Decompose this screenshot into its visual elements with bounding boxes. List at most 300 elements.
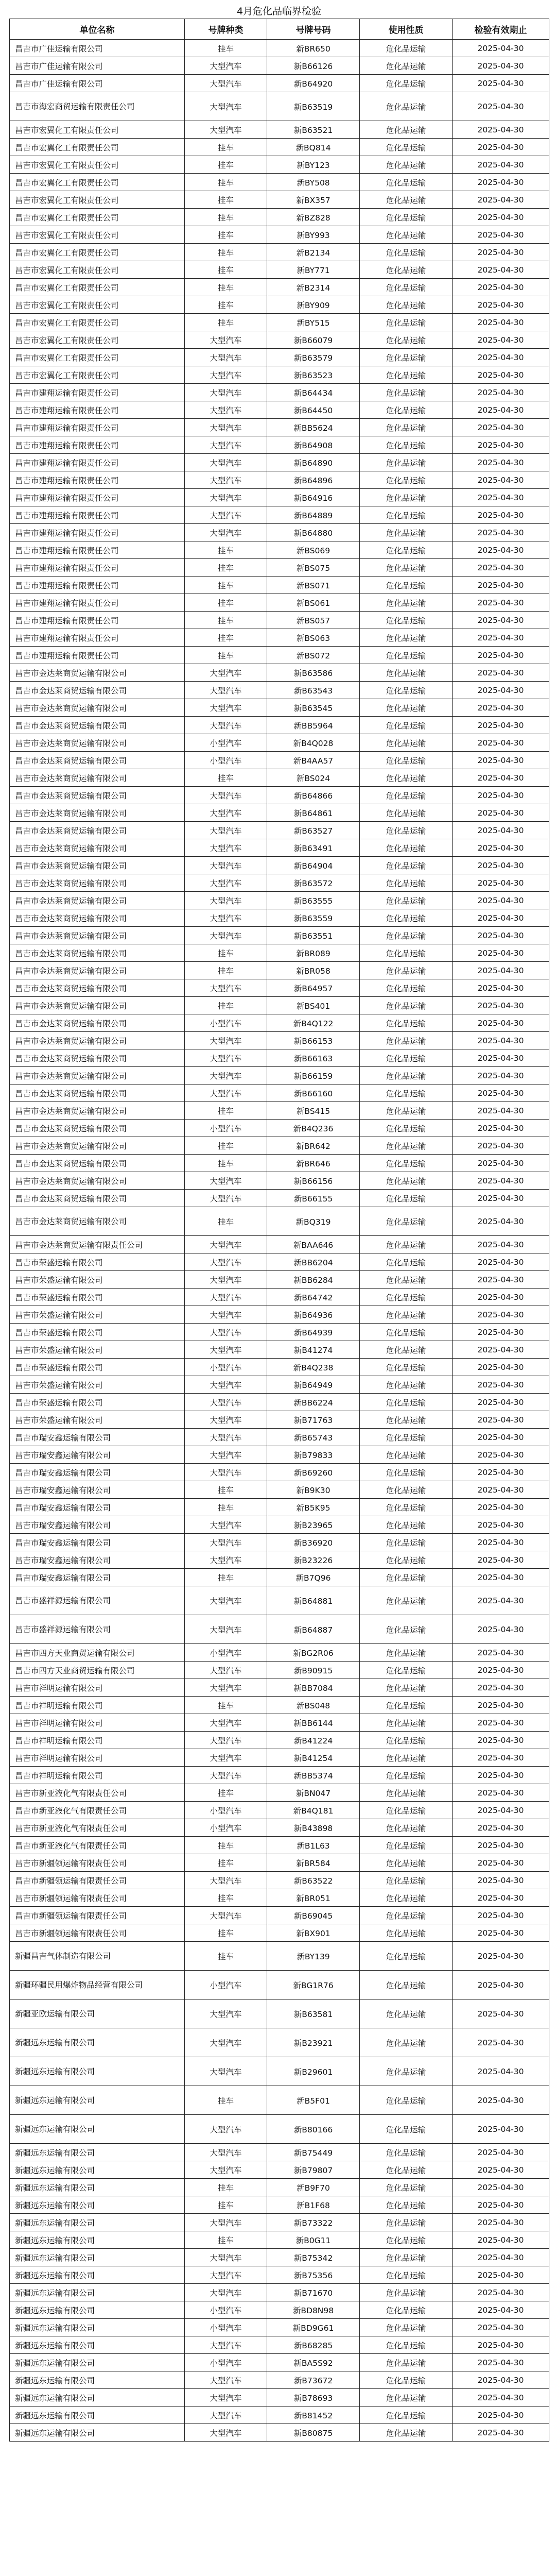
cell-plate-type: 大型汽车: [185, 1190, 267, 1207]
cell-plate-number: 新B23226: [267, 1551, 360, 1569]
cell-plate-type: 小型汽车: [185, 734, 267, 752]
cell-plate-number: 新BR089: [267, 944, 360, 962]
cell-plate-type: 小型汽车: [185, 1644, 267, 1662]
table-row: [10, 2086, 549, 2115]
cell-plate-type: 挂车: [185, 1207, 267, 1236]
cell-inspection-expiry: 2025-04-30: [453, 489, 549, 506]
cell-plate-type: 大型汽车: [185, 682, 267, 699]
table-row: [10, 2214, 549, 2231]
cell-unit-name: 昌吉市海宏商贸运输有限责任公司: [10, 92, 185, 121]
cell-inspection-expiry: 2025-04-30: [453, 647, 549, 664]
cell-usage-nature: 危化品运输: [360, 1551, 453, 1569]
cell-inspection-expiry: 2025-04-30: [453, 226, 549, 244]
cell-usage-nature: 危化品运输: [360, 1014, 453, 1032]
cell-plate-number: 新B63545: [267, 699, 360, 717]
table-row: [10, 1569, 549, 1586]
table-row: [10, 1236, 549, 1253]
cell-unit-name: 昌吉市荣盛运输有限公司: [10, 1394, 185, 1411]
cell-plate-type: 小型汽车: [185, 2319, 267, 2336]
cell-inspection-expiry: 2025-04-30: [453, 2028, 549, 2057]
cell-plate-type: 挂车: [185, 559, 267, 577]
cell-unit-name: 新疆远东运输有限公司: [10, 2319, 185, 2336]
cell-usage-nature: 危化品运输: [360, 1662, 453, 1679]
table-row: [10, 769, 549, 787]
cell-plate-number: 新BS048: [267, 1697, 360, 1714]
cell-inspection-expiry: 2025-04-30: [453, 384, 549, 401]
table-row: [10, 279, 549, 296]
cell-plate-type: 挂车: [185, 261, 267, 279]
cell-plate-number: 新B75356: [267, 2266, 360, 2284]
cell-unit-name: 新疆远东运输有限公司: [10, 2301, 185, 2319]
cell-unit-name: 昌吉市建翔运输有限责任公司: [10, 577, 185, 594]
cell-plate-number: 新BR058: [267, 962, 360, 979]
cell-plate-number: 新B63551: [267, 927, 360, 944]
cell-usage-nature: 危化品运输: [360, 594, 453, 612]
cell-plate-type: 大型汽车: [185, 1411, 267, 1429]
cell-unit-name: 昌吉市金达莱商贸运输有限公司: [10, 682, 185, 699]
cell-plate-type: 大型汽车: [185, 2371, 267, 2389]
cell-usage-nature: 危化品运输: [360, 506, 453, 524]
cell-unit-name: 昌吉市金达莱商贸运输有限公司: [10, 1172, 185, 1190]
cell-plate-number: 新BS401: [267, 997, 360, 1014]
cell-plate-type: 挂车: [185, 174, 267, 191]
cell-plate-type: 大型汽车: [185, 384, 267, 401]
cell-plate-number: 新B64889: [267, 506, 360, 524]
header-usage-nature: 使用性质: [360, 19, 453, 40]
cell-usage-nature: 危化品运输: [360, 2336, 453, 2354]
cell-usage-nature: 危化品运输: [360, 261, 453, 279]
cell-plate-type: 大型汽车: [185, 2249, 267, 2266]
cell-unit-name: 新疆远东运输有限公司: [10, 2389, 185, 2406]
cell-plate-type: 大型汽车: [185, 92, 267, 121]
cell-usage-nature: 危化品运输: [360, 1907, 453, 1924]
cell-unit-name: 昌吉市金达莱商贸运输有限公司: [10, 944, 185, 962]
table-row: [10, 1819, 549, 1837]
cell-plate-number: 新B41224: [267, 1732, 360, 1749]
cell-unit-name: 昌吉市金达莱商贸运输有限公司: [10, 699, 185, 717]
cell-plate-number: 新B63559: [267, 909, 360, 927]
cell-inspection-expiry: 2025-04-30: [453, 2196, 549, 2214]
cell-usage-nature: 危化品运输: [360, 349, 453, 366]
table-row: [10, 244, 549, 261]
cell-usage-nature: 危化品运输: [360, 2214, 453, 2231]
cell-plate-type: 大型汽车: [185, 1049, 267, 1067]
cell-plate-type: 挂车: [185, 1854, 267, 1872]
cell-unit-name: 昌吉市金达莱商贸运输有限公司: [10, 874, 185, 892]
table-row: [10, 1714, 549, 1732]
cell-inspection-expiry: 2025-04-30: [453, 874, 549, 892]
cell-inspection-expiry: 2025-04-30: [453, 2161, 549, 2179]
header-inspection-expiry: 检验有效期止: [453, 19, 549, 40]
cell-plate-number: 新B69045: [267, 1907, 360, 1924]
cell-plate-type: 大型汽车: [185, 1271, 267, 1289]
cell-unit-name: 昌吉市宏翼化工有限责任公司: [10, 121, 185, 139]
cell-inspection-expiry: 2025-04-30: [453, 436, 549, 454]
table-row: [10, 1084, 549, 1102]
cell-unit-name: 昌吉市建翔运输有限责任公司: [10, 559, 185, 577]
table-row: [10, 471, 549, 489]
cell-unit-name: 昌吉市四方天业商贸运输有限公司: [10, 1662, 185, 1679]
cell-usage-nature: 危化品运输: [360, 1429, 453, 1446]
table-row: [10, 1394, 549, 1411]
cell-plate-number: 新BX357: [267, 191, 360, 209]
cell-unit-name: 昌吉市建翔运输有限责任公司: [10, 436, 185, 454]
cell-plate-type: 挂车: [185, 156, 267, 174]
cell-inspection-expiry: 2025-04-30: [453, 1854, 549, 1872]
cell-usage-nature: 危化品运输: [360, 577, 453, 594]
cell-unit-name: 昌吉市宏翼化工有限责任公司: [10, 279, 185, 296]
cell-inspection-expiry: 2025-04-30: [453, 314, 549, 331]
cell-usage-nature: 危化品运输: [360, 2266, 453, 2284]
cell-plate-type: 大型汽车: [185, 2266, 267, 2284]
cell-usage-nature: 危化品运输: [360, 1155, 453, 1172]
cell-plate-number: 新B66156: [267, 1172, 360, 1190]
cell-unit-name: 昌吉市瑞安鑫运输有限公司: [10, 1516, 185, 1534]
cell-unit-name: 昌吉市荣盛运输有限公司: [10, 1306, 185, 1324]
cell-usage-nature: 危化品运输: [360, 1872, 453, 1889]
cell-plate-type: 大型汽车: [185, 331, 267, 349]
cell-inspection-expiry: 2025-04-30: [453, 244, 549, 261]
table-row: [10, 541, 549, 559]
table-row: [10, 1679, 549, 1697]
cell-inspection-expiry: 2025-04-30: [453, 804, 549, 822]
cell-plate-type: 挂车: [185, 1784, 267, 1802]
cell-plate-number: 新B78693: [267, 2389, 360, 2406]
cell-usage-nature: 危化品运输: [360, 139, 453, 156]
cell-inspection-expiry: 2025-04-30: [453, 454, 549, 471]
cell-usage-nature: 危化品运输: [360, 2144, 453, 2161]
cell-unit-name: 昌吉市金达莱商贸运输有限公司: [10, 857, 185, 874]
cell-plate-number: 新BQ814: [267, 139, 360, 156]
cell-inspection-expiry: 2025-04-30: [453, 717, 549, 734]
cell-inspection-expiry: 2025-04-30: [453, 1569, 549, 1586]
cell-inspection-expiry: 2025-04-30: [453, 419, 549, 436]
cell-inspection-expiry: 2025-04-30: [453, 1102, 549, 1120]
cell-usage-nature: 危化品运输: [360, 752, 453, 769]
table-row: [10, 2301, 549, 2319]
cell-plate-number: 新BB6204: [267, 1253, 360, 1271]
cell-inspection-expiry: 2025-04-30: [453, 664, 549, 682]
cell-usage-nature: 危化品运输: [360, 2057, 453, 2086]
cell-unit-name: 昌吉市金达莱商贸运输有限公司: [10, 734, 185, 752]
cell-inspection-expiry: 2025-04-30: [453, 261, 549, 279]
cell-plate-type: 小型汽车: [185, 1971, 267, 1999]
table-row: [10, 1324, 549, 1341]
cell-usage-nature: 危化品运输: [360, 541, 453, 559]
cell-plate-number: 新BG2R06: [267, 1644, 360, 1662]
cell-unit-name: 新疆远东运输有限公司: [10, 2214, 185, 2231]
table-row: [10, 2354, 549, 2371]
cell-inspection-expiry: 2025-04-30: [453, 1767, 549, 1784]
cell-inspection-expiry: 2025-04-30: [453, 1889, 549, 1907]
cell-unit-name: 新疆远东运输有限公司: [10, 2161, 185, 2179]
cell-usage-nature: 危化品运输: [360, 1586, 453, 1615]
cell-usage-nature: 危化品运输: [360, 2371, 453, 2389]
cell-unit-name: 昌吉市金达莱商贸运输有限公司: [10, 1120, 185, 1137]
cell-plate-number: 新BS024: [267, 769, 360, 787]
cell-inspection-expiry: 2025-04-30: [453, 1615, 549, 1644]
cell-inspection-expiry: 2025-04-30: [453, 1376, 549, 1394]
cell-plate-number: 新B63491: [267, 839, 360, 857]
cell-usage-nature: 危化品运输: [360, 1324, 453, 1341]
table-row: [10, 2336, 549, 2354]
cell-usage-nature: 危化品运输: [360, 664, 453, 682]
cell-plate-type: 大型汽车: [185, 1732, 267, 1749]
cell-unit-name: 昌吉市金达莱商贸运输有限公司: [10, 787, 185, 804]
cell-plate-number: 新B66153: [267, 1032, 360, 1049]
cell-plate-number: 新B90915: [267, 1662, 360, 1679]
cell-inspection-expiry: 2025-04-30: [453, 1271, 549, 1289]
cell-inspection-expiry: 2025-04-30: [453, 839, 549, 857]
cell-plate-number: 新B75342: [267, 2249, 360, 2266]
table-row: [10, 454, 549, 471]
cell-plate-type: 挂车: [185, 1137, 267, 1155]
cell-plate-number: 新B63543: [267, 682, 360, 699]
table-row: [10, 40, 549, 57]
cell-inspection-expiry: 2025-04-30: [453, 401, 549, 419]
table-row: [10, 1999, 549, 2028]
cell-inspection-expiry: 2025-04-30: [453, 1236, 549, 1253]
cell-inspection-expiry: 2025-04-30: [453, 506, 549, 524]
cell-plate-type: 挂车: [185, 2231, 267, 2249]
cell-unit-name: 昌吉市瑞安鑫运输有限公司: [10, 1551, 185, 1569]
cell-plate-number: 新B7Q96: [267, 1569, 360, 1586]
cell-plate-type: 小型汽车: [185, 1802, 267, 1819]
cell-plate-number: 新BR650: [267, 40, 360, 57]
cell-unit-name: 昌吉市广佳运输有限公司: [10, 75, 185, 92]
cell-usage-nature: 危化品运输: [360, 1049, 453, 1067]
cell-usage-nature: 危化品运输: [360, 1137, 453, 1155]
table-row: [10, 2179, 549, 2196]
cell-usage-nature: 危化品运输: [360, 436, 453, 454]
cell-plate-type: 挂车: [185, 541, 267, 559]
table-row: [10, 1971, 549, 1999]
cell-inspection-expiry: 2025-04-30: [453, 1289, 549, 1306]
cell-unit-name: 新疆远东运输有限公司: [10, 2284, 185, 2301]
cell-plate-type: 挂车: [185, 226, 267, 244]
cell-usage-nature: 危化品运输: [360, 1889, 453, 1907]
cell-inspection-expiry: 2025-04-30: [453, 629, 549, 647]
cell-unit-name: 昌吉市金达莱商贸运输有限公司: [10, 979, 185, 997]
cell-plate-number: 新B36920: [267, 1534, 360, 1551]
cell-inspection-expiry: 2025-04-30: [453, 822, 549, 839]
table-row: [10, 226, 549, 244]
table-row: [10, 261, 549, 279]
cell-unit-name: 昌吉市新亚液化气有限责任公司: [10, 1837, 185, 1854]
cell-inspection-expiry: 2025-04-30: [453, 1732, 549, 1749]
cell-plate-number: 新B2314: [267, 279, 360, 296]
table-row: [10, 1907, 549, 1924]
cell-plate-number: 新B43898: [267, 1819, 360, 1837]
cell-inspection-expiry: 2025-04-30: [453, 1802, 549, 1819]
table-row: [10, 384, 549, 401]
cell-inspection-expiry: 2025-04-30: [453, 1190, 549, 1207]
cell-unit-name: 昌吉市宏翼化工有限责任公司: [10, 314, 185, 331]
cell-usage-nature: 危化品运输: [360, 857, 453, 874]
cell-plate-number: 新BR584: [267, 1854, 360, 1872]
cell-unit-name: 昌吉市金达莱商贸运输有限公司: [10, 752, 185, 769]
table-row: [10, 1889, 549, 1907]
cell-usage-nature: 危化品运输: [360, 1306, 453, 1324]
cell-unit-name: 昌吉市宏翼化工有限责任公司: [10, 366, 185, 384]
cell-plate-number: 新B69260: [267, 1464, 360, 1481]
cell-plate-type: 大型汽车: [185, 699, 267, 717]
cell-unit-name: 新疆远东运输有限公司: [10, 2266, 185, 2284]
cell-inspection-expiry: 2025-04-30: [453, 1084, 549, 1102]
cell-unit-name: 昌吉市金达莱商贸运输有限公司: [10, 909, 185, 927]
table-row: [10, 1446, 549, 1464]
cell-unit-name: 昌吉市新疆领运输有限责任公司: [10, 1872, 185, 1889]
cell-unit-name: 昌吉市宏翼化工有限责任公司: [10, 244, 185, 261]
cell-unit-name: 昌吉市瑞安鑫运输有限公司: [10, 1499, 185, 1516]
cell-plate-type: 大型汽车: [185, 1586, 267, 1615]
cell-usage-nature: 危化品运输: [360, 1644, 453, 1662]
cell-unit-name: 昌吉市金达莱商贸运输有限公司: [10, 1102, 185, 1120]
cell-plate-type: 挂车: [185, 1697, 267, 1714]
cell-inspection-expiry: 2025-04-30: [453, 2231, 549, 2249]
table-row: [10, 2406, 549, 2424]
cell-usage-nature: 危化品运输: [360, 2389, 453, 2406]
cell-plate-type: 大型汽车: [185, 2028, 267, 2057]
cell-plate-number: 新B29601: [267, 2057, 360, 2086]
table-row: [10, 1516, 549, 1534]
table-row: [10, 1697, 549, 1714]
cell-plate-number: 新BY909: [267, 296, 360, 314]
table-row: [10, 2057, 549, 2086]
cell-unit-name: 昌吉市荣盛运输有限公司: [10, 1341, 185, 1359]
cell-plate-number: 新B2134: [267, 244, 360, 261]
cell-plate-number: 新B4Q236: [267, 1120, 360, 1137]
cell-unit-name: 昌吉市金达莱商贸运输有限公司: [10, 1190, 185, 1207]
cell-unit-name: 昌吉市建翔运输有限责任公司: [10, 506, 185, 524]
cell-usage-nature: 危化品运输: [360, 1446, 453, 1464]
table-row: [10, 559, 549, 577]
cell-inspection-expiry: 2025-04-30: [453, 1644, 549, 1662]
table-row: [10, 1137, 549, 1155]
table-row: [10, 787, 549, 804]
cell-unit-name: 昌吉市金达莱商贸运输有限公司: [10, 822, 185, 839]
cell-unit-name: 昌吉市宏翼化工有限责任公司: [10, 191, 185, 209]
cell-unit-name: 昌吉市建翔运输有限责任公司: [10, 629, 185, 647]
cell-unit-name: 新疆远东运输有限公司: [10, 2354, 185, 2371]
cell-plate-type: 大型汽车: [185, 2284, 267, 2301]
table-row: [10, 2424, 549, 2442]
cell-inspection-expiry: 2025-04-30: [453, 892, 549, 909]
cell-plate-number: 新BB5374: [267, 1767, 360, 1784]
cell-plate-number: 新B64904: [267, 857, 360, 874]
cell-plate-number: 新B1L63: [267, 1837, 360, 1854]
cell-unit-name: 新疆远东运输有限公司: [10, 2336, 185, 2354]
cell-usage-nature: 危化品运输: [360, 559, 453, 577]
cell-plate-number: 新B5K95: [267, 1499, 360, 1516]
cell-inspection-expiry: 2025-04-30: [453, 1155, 549, 1172]
cell-plate-type: 大型汽车: [185, 1084, 267, 1102]
cell-inspection-expiry: 2025-04-30: [453, 2214, 549, 2231]
cell-plate-number: 新B64742: [267, 1289, 360, 1306]
cell-plate-type: 大型汽车: [185, 2336, 267, 2354]
cell-inspection-expiry: 2025-04-30: [453, 2336, 549, 2354]
cell-inspection-expiry: 2025-04-30: [453, 2115, 549, 2144]
table-row: [10, 1032, 549, 1049]
cell-plate-type: 挂车: [185, 1569, 267, 1586]
cell-unit-name: 昌吉市金达莱商贸运输有限责任公司: [10, 1236, 185, 1253]
cell-plate-type: 小型汽车: [185, 1014, 267, 1032]
cell-plate-number: 新B64896: [267, 471, 360, 489]
cell-plate-number: 新B64880: [267, 524, 360, 541]
cell-plate-type: 大型汽车: [185, 2115, 267, 2144]
cell-inspection-expiry: 2025-04-30: [453, 1120, 549, 1137]
cell-plate-type: 大型汽车: [185, 2406, 267, 2424]
cell-unit-name: 昌吉市祥明运输有限公司: [10, 1767, 185, 1784]
cell-unit-name: 昌吉市建翔运输有限责任公司: [10, 489, 185, 506]
cell-usage-nature: 危化品运输: [360, 1802, 453, 1819]
cell-usage-nature: 危化品运输: [360, 1749, 453, 1767]
table-row: [10, 1172, 549, 1190]
cell-plate-type: 挂车: [185, 769, 267, 787]
cell-unit-name: 昌吉市瑞安鑫运输有限公司: [10, 1569, 185, 1586]
table-row: [10, 506, 549, 524]
cell-usage-nature: 危化品运输: [360, 769, 453, 787]
cell-inspection-expiry: 2025-04-30: [453, 2249, 549, 2266]
table-row: [10, 1784, 549, 1802]
cell-plate-type: 大型汽车: [185, 2161, 267, 2179]
cell-usage-nature: 危化品运输: [360, 1236, 453, 1253]
cell-usage-nature: 危化品运输: [360, 209, 453, 226]
cell-plate-type: 大型汽车: [185, 471, 267, 489]
cell-plate-type: 挂车: [185, 1889, 267, 1907]
cell-usage-nature: 危化品运输: [360, 1819, 453, 1837]
cell-unit-name: 昌吉市金达莱商贸运输有限公司: [10, 1155, 185, 1172]
cell-plate-number: 新BY771: [267, 261, 360, 279]
cell-plate-number: 新B63521: [267, 121, 360, 139]
cell-plate-number: 新B63527: [267, 822, 360, 839]
table-row: [10, 2144, 549, 2161]
cell-plate-type: 大型汽车: [185, 717, 267, 734]
cell-plate-type: 大型汽车: [185, 454, 267, 471]
cell-plate-type: 挂车: [185, 1481, 267, 1499]
cell-unit-name: 昌吉市金达莱商贸运输有限公司: [10, 1032, 185, 1049]
cell-plate-number: 新BN047: [267, 1784, 360, 1802]
cell-unit-name: 昌吉市盛祥源运输有限公司: [10, 1586, 185, 1615]
cell-inspection-expiry: 2025-04-30: [453, 1324, 549, 1341]
cell-plate-number: 新BY515: [267, 314, 360, 331]
table-row: [10, 314, 549, 331]
cell-unit-name: 新疆远东运输有限公司: [10, 2144, 185, 2161]
cell-inspection-expiry: 2025-04-30: [453, 1749, 549, 1767]
cell-inspection-expiry: 2025-04-30: [453, 139, 549, 156]
cell-inspection-expiry: 2025-04-30: [453, 209, 549, 226]
cell-usage-nature: 危化品运输: [360, 1999, 453, 2028]
cell-unit-name: 昌吉市宏翼化工有限责任公司: [10, 156, 185, 174]
cell-plate-number: 新BD8N98: [267, 2301, 360, 2319]
cell-unit-name: 昌吉市祥明运输有限公司: [10, 1732, 185, 1749]
table-row: [10, 75, 549, 92]
cell-inspection-expiry: 2025-04-30: [453, 1207, 549, 1236]
table-row: [10, 1341, 549, 1359]
table-row: [10, 349, 549, 366]
cell-inspection-expiry: 2025-04-30: [453, 191, 549, 209]
cell-plate-number: 新B80875: [267, 2424, 360, 2442]
cell-inspection-expiry: 2025-04-30: [453, 962, 549, 979]
cell-plate-type: 大型汽车: [185, 822, 267, 839]
table-row: [10, 2249, 549, 2266]
cell-plate-number: 新BX901: [267, 1924, 360, 1942]
cell-plate-type: 挂车: [185, 997, 267, 1014]
cell-plate-number: 新B66126: [267, 57, 360, 75]
cell-plate-number: 新B4Q122: [267, 1014, 360, 1032]
header-plate-type: 号牌种类: [185, 19, 267, 40]
cell-plate-type: 大型汽车: [185, 1067, 267, 1084]
